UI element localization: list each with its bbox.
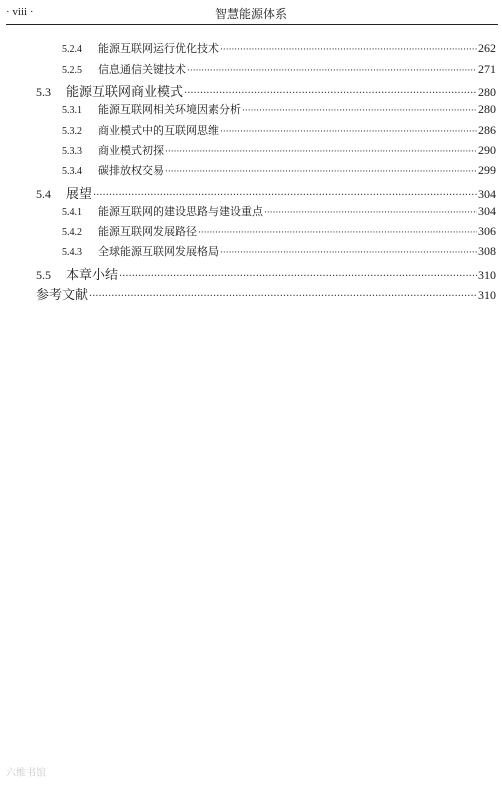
toc-dot-leader xyxy=(93,190,477,201)
toc-entry-page: 304 xyxy=(478,204,496,218)
toc-entry-number: 5.4 xyxy=(36,187,51,201)
toc-entry-title: 能源互联网运行优化技术 xyxy=(98,42,219,55)
toc-entry-number: 5.3.3 xyxy=(62,146,82,157)
toc-entry[interactable] xyxy=(36,264,496,284)
toc-entry[interactable] xyxy=(62,142,496,162)
watermark: 六维书馆 xyxy=(6,768,46,779)
toc-entry[interactable] xyxy=(62,101,496,121)
toc-entry[interactable] xyxy=(62,223,496,243)
toc-dot-leader xyxy=(220,248,477,258)
page-header xyxy=(0,0,502,26)
running-title: 智慧能源体系 xyxy=(214,7,287,21)
toc-entry-page: 299 xyxy=(478,163,496,177)
toc-entry-number: 5.4.3 xyxy=(62,247,82,258)
toc-entry-title: 商业模式中的互联网思维 xyxy=(98,124,219,137)
toc-entry-title: 本章小结 xyxy=(66,268,119,283)
toc-entry-page: 290 xyxy=(478,143,496,157)
toc-entry-page: 310 xyxy=(478,268,496,282)
toc-entry-number: 5.2.5 xyxy=(62,65,82,76)
toc-entry-title: 全球能源互联网发展格局 xyxy=(98,245,219,258)
toc-entry[interactable] xyxy=(36,284,496,304)
toc-entry-number: 5.4.1 xyxy=(62,207,82,218)
toc-dot-leader xyxy=(119,271,477,282)
toc-entry-title: 展望 xyxy=(66,187,93,202)
toc-entry-page: 310 xyxy=(478,288,496,302)
toc-dot-leader xyxy=(198,228,477,238)
page-number: · viii · xyxy=(6,6,34,18)
toc-entry-page: 286 xyxy=(478,123,496,137)
toc-entry-page: 280 xyxy=(478,102,496,116)
toc-entry-number: 5.5 xyxy=(36,268,51,282)
toc-entry-page: 308 xyxy=(478,244,496,258)
toc-entry-page: 271 xyxy=(478,62,496,76)
toc-entry-page: 306 xyxy=(478,224,496,238)
toc-entry[interactable] xyxy=(62,243,496,263)
toc-entry[interactable] xyxy=(62,122,496,142)
toc-entry[interactable] xyxy=(36,183,496,203)
toc-entry-number: 5.3.2 xyxy=(62,126,82,137)
toc-entry-title: 信息通信关键技术 xyxy=(98,63,186,76)
toc-entry-number: 5.3.4 xyxy=(62,166,82,177)
toc-entry-title: 能源互联网发展路径 xyxy=(98,225,197,238)
toc-dot-leader xyxy=(184,88,477,99)
toc-entry[interactable] xyxy=(62,203,496,223)
toc-dot-leader xyxy=(165,147,477,157)
toc-entry-title: 能源互联网相关环境因素分析 xyxy=(98,103,241,116)
toc-entry-number: 5.3 xyxy=(36,85,51,99)
toc-entry-page: 280 xyxy=(478,85,496,99)
toc-entry-title: 碳排放权交易 xyxy=(98,164,164,177)
toc-entry-number: 5.3.1 xyxy=(62,105,82,116)
toc-dot-leader xyxy=(264,208,477,218)
toc-entry[interactable] xyxy=(36,81,496,101)
toc-entry-title: 能源互联网商业模式 xyxy=(66,85,184,100)
toc-dot-leader xyxy=(220,45,477,55)
toc-entry-title: 能源互联网的建设思路与建设重点 xyxy=(98,205,263,218)
header-rule xyxy=(6,24,498,25)
toc-dot-leader xyxy=(165,167,477,177)
toc-dot-leader xyxy=(242,106,477,116)
toc-entry-page: 304 xyxy=(478,187,496,201)
toc-entry[interactable] xyxy=(62,40,496,60)
toc-entry-number: 5.4.2 xyxy=(62,227,82,238)
toc-entry-page: 262 xyxy=(478,41,496,55)
toc-entry-number: 5.2.4 xyxy=(62,44,82,55)
toc-entry[interactable] xyxy=(62,162,496,182)
toc-dot-leader xyxy=(187,66,477,76)
toc-entry-title: 商业模式初探 xyxy=(98,144,164,157)
toc-dot-leader xyxy=(220,127,477,137)
toc-dot-leader xyxy=(89,291,477,302)
toc-entry[interactable] xyxy=(62,61,496,81)
toc-entry-title: 参考文献 xyxy=(36,288,89,303)
